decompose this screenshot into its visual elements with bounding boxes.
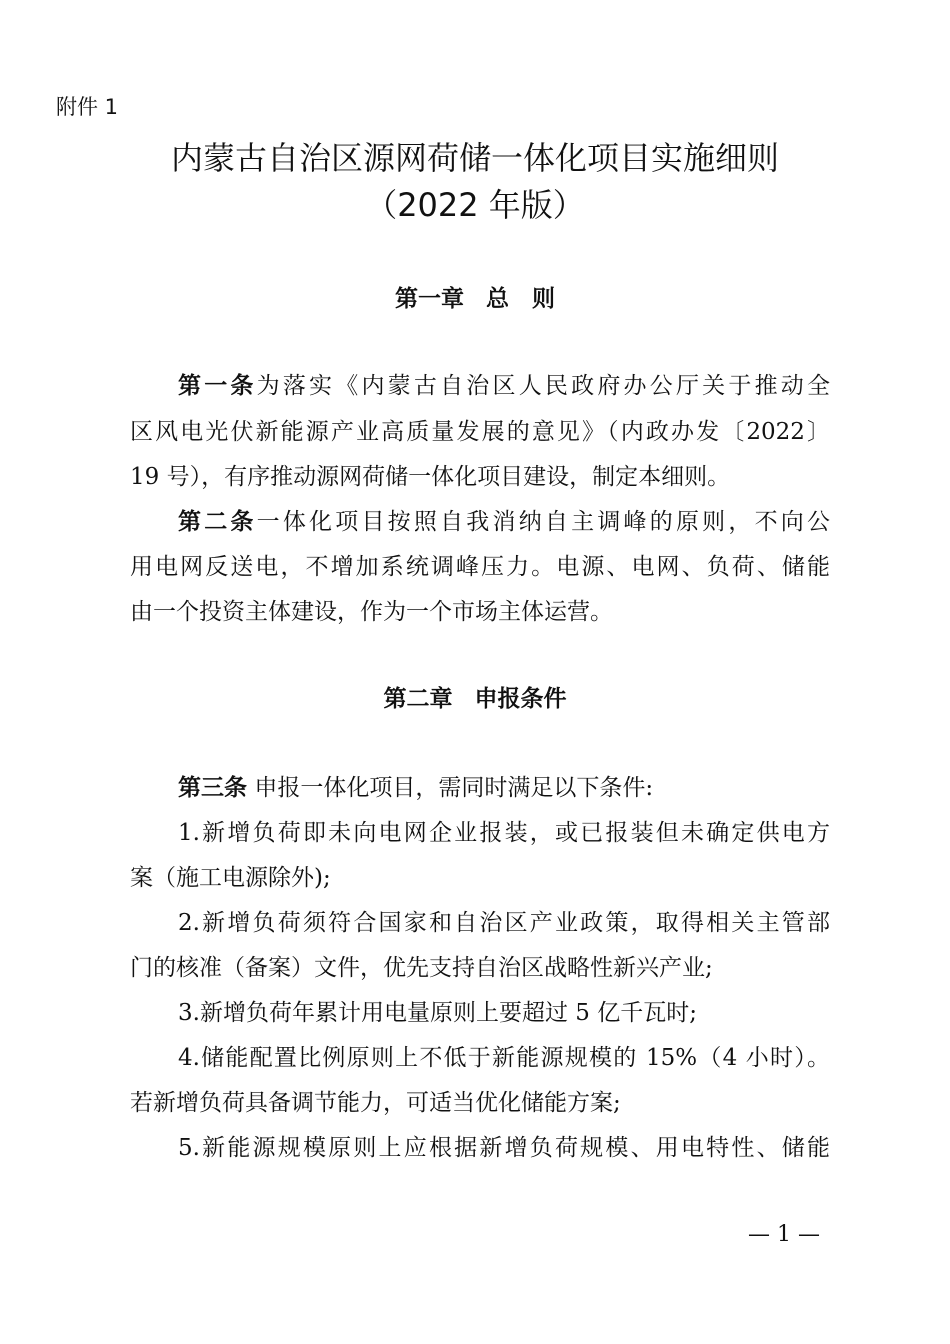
chapter-2-number: 第二章 [383, 686, 453, 712]
article-3-label: 第三条 [178, 775, 247, 801]
article-1-line [178, 371, 830, 401]
condition-item: 3.新增负荷年累计用电量原则上要超过 5 亿千瓦时; [178, 1000, 697, 1026]
condition-item: 门的核准（备案）文件，优先支持自治区战略性新兴产业; [130, 955, 713, 981]
article-3-line [178, 773, 830, 803]
chapter-2-heading [0, 684, 950, 714]
article-1-line: 19 号），有序推动源网荷储一体化项目建设，制定本细则。 [130, 464, 731, 490]
article-1-text: 为落实《内蒙古自治区人民政府办公厅关于推动全 [256, 373, 830, 399]
condition-item: 若新增负荷具备调节能力，可适当优化储能方案; [130, 1090, 621, 1116]
condition-item: 2.新增负荷须符合国家和自治区产业政策，取得相关主管部 [178, 910, 830, 936]
condition-item: 1.新增负荷即未向电网企业报装，或已报装但未确定供电方 [178, 820, 830, 846]
condition-item: 5.新能源规模原则上应根据新增负荷规模、用电特性、储能 [178, 1135, 830, 1161]
article-2-line: 由一个投资主体建设，作为一个市场主体运营。 [130, 599, 613, 625]
chapter-1-name: 总 则 [486, 286, 555, 312]
article-3-intro: 申报一体化项目，需同时满足以下条件: [254, 775, 654, 801]
document-title-edition: （2022 年版） [365, 186, 585, 224]
condition-item: 4.储能配置比例原则上不低于新能源规模的 15%（4 小时）。 [178, 1045, 830, 1071]
article-1-label: 第一条 [178, 373, 257, 399]
article-2-line: 用电网反送电，不增加系统调峰压力。电源、电网、负荷、储能 [130, 554, 830, 580]
condition-item: 案（施工电源除外); [130, 865, 331, 891]
article-2-label: 第二条 [178, 509, 257, 535]
article-2-text: 一体化项目按照自我消纳自主调峰的原则，不向公 [256, 509, 830, 535]
document-title: 内蒙古自治区源网荷储一体化项目实施细则 [170, 139, 779, 177]
page-number: — 1 — [748, 1222, 820, 1247]
attachment-label: 附件 1 [56, 95, 119, 119]
article-2-line [178, 507, 830, 537]
chapter-1-heading [0, 284, 950, 314]
chapter-2-name: 申报条件 [474, 686, 567, 712]
article-1-line: 区风电光伏新能源产业高质量发展的意见》（内政办发〔2022〕 [130, 419, 830, 445]
chapter-1-number: 第一章 [395, 286, 464, 312]
